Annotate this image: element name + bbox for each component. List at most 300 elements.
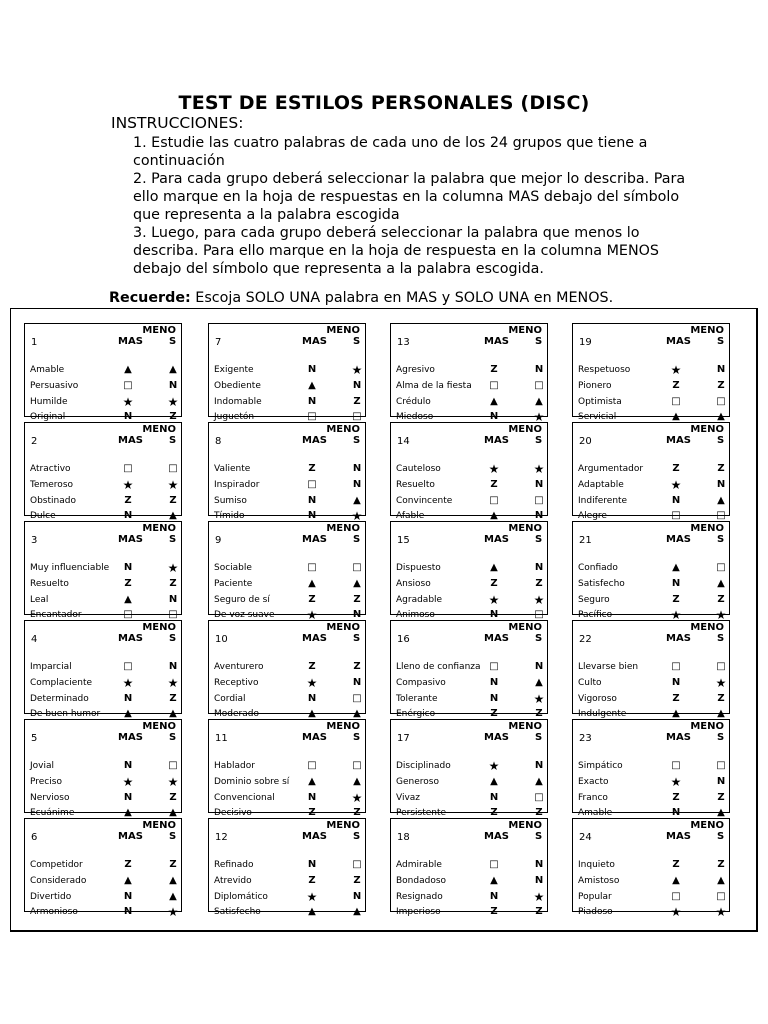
menos-symbol[interactable]: N	[168, 661, 178, 672]
mas-symbol[interactable]: ★	[306, 608, 318, 622]
mas-symbol[interactable]: ▲	[672, 875, 680, 886]
mas-symbol[interactable]: □	[307, 760, 317, 771]
group-13	[390, 323, 548, 424]
word-row	[573, 892, 729, 906]
menos-symbol[interactable]: □	[716, 760, 726, 771]
menos-header: MENO	[508, 820, 542, 831]
menos-symbol[interactable]: ▲	[717, 495, 725, 506]
word-label: Atrevido	[214, 876, 252, 886]
menos-symbol[interactable]: N	[534, 562, 544, 573]
word-row	[209, 694, 365, 708]
mas-symbol[interactable]: Z	[308, 463, 316, 474]
group-21	[572, 521, 730, 622]
mas-symbol[interactable]: □	[307, 562, 317, 573]
menos-symbol[interactable]: ★	[167, 905, 179, 919]
menos-header: MENO	[508, 523, 542, 534]
menos-symbol[interactable]: □	[168, 609, 178, 620]
menos-symbol[interactable]: ▲	[169, 875, 177, 886]
menos-header-suffix: S	[535, 336, 543, 347]
word-label: Temeroso	[30, 480, 74, 490]
mas-symbol[interactable]: N	[671, 807, 681, 818]
menos-symbol[interactable]: Z	[535, 578, 543, 589]
mas-symbol[interactable]: Z	[124, 495, 132, 506]
mas-symbol[interactable]: Z	[490, 807, 498, 818]
menos-symbol[interactable]: Z	[169, 792, 177, 803]
mas-symbol[interactable]: N	[123, 411, 133, 422]
mas-symbol[interactable]: □	[489, 495, 499, 506]
menos-symbol[interactable]: N	[534, 510, 544, 521]
group-number: 5	[31, 733, 38, 744]
menos-symbol[interactable]: ★	[533, 890, 545, 904]
menos-symbol[interactable]: □	[352, 411, 362, 422]
mas-symbol[interactable]: N	[489, 693, 499, 704]
menos-symbol[interactable]: Z	[717, 594, 725, 605]
mas-symbol[interactable]: ▲	[308, 578, 316, 589]
mas-symbol[interactable]: ▲	[308, 906, 316, 917]
menos-symbol[interactable]: Z	[717, 859, 725, 870]
group-number: 14	[397, 436, 410, 447]
mas-symbol[interactable]: N	[671, 578, 681, 589]
mas-symbol[interactable]: ▲	[308, 776, 316, 787]
mas-symbol[interactable]: ★	[488, 462, 500, 476]
word-label: Obediente	[214, 381, 261, 391]
mas-symbol[interactable]: N	[123, 562, 133, 573]
mas-symbol[interactable]: N	[489, 411, 499, 422]
word-label: Sociable	[214, 563, 252, 573]
mas-symbol[interactable]: Z	[490, 479, 498, 490]
word-label: Afable	[396, 511, 425, 521]
menos-symbol[interactable]: N	[716, 364, 726, 375]
menos-symbol[interactable]: ▲	[535, 677, 543, 688]
instruction-1: 1. Estudie las cuatro palabras de cada uno de los 24 grupos que tiene a continuación	[133, 135, 648, 169]
mas-symbol[interactable]: Z	[672, 594, 680, 605]
menos-symbol[interactable]: Z	[169, 578, 177, 589]
menos-symbol[interactable]: ▲	[353, 776, 361, 787]
mas-symbol[interactable]: ★	[488, 759, 500, 773]
word-label: Servicial	[578, 412, 617, 422]
menos-symbol[interactable]: N	[534, 661, 544, 672]
mas-symbol[interactable]: N	[489, 891, 499, 902]
menos-symbol[interactable]: □	[716, 562, 726, 573]
menos-symbol[interactable]: ★	[533, 692, 545, 706]
mas-header: MAS	[118, 534, 143, 545]
mas-symbol[interactable]: ▲	[490, 875, 498, 886]
mas-symbol[interactable]: ★	[122, 676, 134, 690]
mas-symbol[interactable]: ▲	[490, 510, 498, 521]
menos-symbol[interactable]: □	[534, 792, 544, 803]
mas-symbol[interactable]: Z	[490, 578, 498, 589]
word-label: Determinado	[30, 694, 89, 704]
word-label: Imparcial	[30, 662, 72, 672]
word-label: Amable	[578, 808, 613, 818]
word-row	[573, 595, 729, 609]
menos-header-suffix: S	[535, 831, 543, 842]
group-22	[572, 620, 730, 719]
mas-symbol[interactable]: Z	[308, 594, 316, 605]
mas-symbol[interactable]: □	[671, 760, 681, 771]
menos-symbol[interactable]: N	[168, 594, 178, 605]
word-row	[209, 464, 365, 478]
menos-symbol[interactable]: Z	[717, 693, 725, 704]
mas-symbol[interactable]: ▲	[124, 708, 132, 719]
mas-symbol[interactable]: N	[307, 364, 317, 375]
mas-symbol[interactable]: Z	[672, 859, 680, 870]
menos-symbol[interactable]: ★	[167, 775, 179, 789]
word-label: Inspirador	[214, 480, 260, 490]
menos-header-suffix: S	[169, 534, 177, 545]
word-row	[573, 480, 729, 494]
mas-symbol[interactable]: □	[489, 859, 499, 870]
menos-symbol[interactable]: ★	[533, 462, 545, 476]
menos-symbol[interactable]: Z	[353, 875, 361, 886]
menos-symbol[interactable]: □	[168, 463, 178, 474]
word-row	[25, 365, 181, 379]
word-label: Tímido	[214, 511, 245, 521]
mas-symbol[interactable]: Z	[672, 792, 680, 803]
menos-header-suffix: S	[535, 534, 543, 545]
menos-symbol[interactable]: N	[352, 479, 362, 490]
menos-symbol[interactable]: ★	[167, 395, 179, 409]
menos-symbol[interactable]: N	[534, 760, 544, 771]
mas-symbol[interactable]: N	[123, 792, 133, 803]
menos-symbol[interactable]: ▲	[717, 708, 725, 719]
menos-symbol[interactable]: N	[534, 479, 544, 490]
mas-symbol[interactable]: ★	[670, 905, 682, 919]
mas-header: MAS	[666, 732, 691, 743]
menos-symbol[interactable]: N	[352, 677, 362, 688]
word-label: Alma de la fiesta	[396, 381, 472, 391]
word-row	[573, 579, 729, 593]
menos-symbol[interactable]: Z	[169, 859, 177, 870]
menos-symbol[interactable]: Z	[717, 792, 725, 803]
word-label: Enérgico	[396, 709, 436, 719]
word-label: Agradable	[396, 595, 443, 605]
word-row	[209, 480, 365, 494]
word-row	[573, 777, 729, 791]
mas-symbol[interactable]: ▲	[672, 411, 680, 422]
menos-symbol[interactable]: ★	[167, 478, 179, 492]
mas-symbol[interactable]: Z	[490, 364, 498, 375]
menos-header-suffix: S	[717, 534, 725, 545]
mas-symbol[interactable]: ▲	[672, 562, 680, 573]
menos-symbol[interactable]: □	[716, 396, 726, 407]
menos-symbol[interactable]: ★	[167, 561, 179, 575]
mas-symbol[interactable]: □	[671, 510, 681, 521]
word-row	[391, 563, 547, 577]
word-label: Refinado	[214, 860, 254, 870]
word-label: Dispuesto	[396, 563, 441, 573]
menos-symbol[interactable]: Z	[535, 807, 543, 818]
mas-symbol[interactable]: ▲	[308, 380, 316, 391]
mas-symbol[interactable]: ★	[670, 775, 682, 789]
word-row	[209, 381, 365, 395]
menos-header-suffix: S	[353, 435, 361, 446]
mas-symbol[interactable]: N	[307, 792, 317, 803]
menos-header-suffix: S	[535, 435, 543, 446]
word-label: De buen humor	[30, 709, 101, 719]
group-11	[208, 719, 366, 818]
menos-symbol[interactable]: ▲	[169, 364, 177, 375]
mas-symbol[interactable]: Z	[308, 807, 316, 818]
word-label: Jovial	[30, 761, 55, 771]
mas-symbol[interactable]: ▲	[124, 594, 132, 605]
mas-symbol[interactable]: □	[307, 479, 317, 490]
menos-symbol[interactable]: Z	[169, 495, 177, 506]
menos-symbol[interactable]: Z	[169, 693, 177, 704]
mas-symbol[interactable]: □	[671, 661, 681, 672]
menos-symbol[interactable]: ▲	[717, 807, 725, 818]
word-label: Animoso	[396, 610, 435, 620]
mas-symbol[interactable]: N	[123, 906, 133, 917]
menos-header-suffix: S	[717, 435, 725, 446]
word-label: Diplomático	[214, 892, 268, 902]
group-18	[390, 818, 548, 917]
mas-header: MAS	[302, 534, 327, 545]
menos-header-suffix: S	[717, 831, 725, 842]
mas-symbol[interactable]: N	[489, 609, 499, 620]
word-row	[573, 876, 729, 890]
menos-symbol[interactable]: □	[534, 380, 544, 391]
group-number: 15	[397, 535, 410, 546]
mas-symbol[interactable]: N	[307, 859, 317, 870]
mas-symbol[interactable]: ★	[122, 775, 134, 789]
word-label: Culto	[578, 678, 602, 688]
word-row	[25, 662, 181, 676]
menos-symbol[interactable]: ★	[351, 791, 363, 805]
group-2	[24, 422, 182, 521]
menos-symbol[interactable]: ★	[351, 363, 363, 377]
word-label: Dominio sobre sí	[214, 777, 290, 787]
menos-symbol[interactable]: ★	[351, 509, 363, 523]
menos-symbol[interactable]: N	[352, 463, 362, 474]
word-label: De voz suave	[214, 610, 275, 620]
menos-symbol[interactable]: Z	[535, 906, 543, 917]
group-number: 17	[397, 733, 410, 744]
word-label: Admirable	[396, 860, 442, 870]
menos-symbol[interactable]: ★	[533, 410, 545, 424]
group-number: 4	[31, 634, 38, 645]
menos-symbol[interactable]: ▲	[169, 891, 177, 902]
menos-header-suffix: S	[169, 633, 177, 644]
word-label: Moderado	[214, 709, 259, 719]
menos-symbol[interactable]: ▲	[535, 776, 543, 787]
mas-symbol[interactable]: N	[307, 396, 317, 407]
group-6	[24, 818, 182, 919]
mas-symbol[interactable]: ▲	[308, 708, 316, 719]
group-8	[208, 422, 366, 523]
word-label: Exacto	[578, 777, 609, 787]
group-number: 20	[579, 436, 592, 447]
menos-symbol[interactable]: □	[716, 661, 726, 672]
menos-symbol[interactable]: ★	[715, 905, 727, 919]
menos-symbol[interactable]: N	[352, 891, 362, 902]
menos-symbol[interactable]: ▲	[353, 578, 361, 589]
group-14	[390, 422, 548, 521]
word-row	[391, 892, 547, 906]
mas-symbol[interactable]: ★	[306, 676, 318, 690]
menos-symbol[interactable]: ▲	[169, 807, 177, 818]
menos-symbol[interactable]: N	[534, 875, 544, 886]
word-row	[209, 579, 365, 593]
menos-symbol[interactable]: □	[352, 562, 362, 573]
mas-symbol[interactable]: □	[123, 609, 133, 620]
menos-symbol[interactable]: ▲	[717, 411, 725, 422]
mas-symbol[interactable]: ▲	[490, 562, 498, 573]
mas-symbol[interactable]: N	[489, 792, 499, 803]
menos-symbol[interactable]: N	[716, 479, 726, 490]
word-row	[209, 860, 365, 874]
group-12	[208, 818, 366, 917]
word-label: Agresivo	[396, 365, 435, 375]
menos-symbol[interactable]: □	[716, 510, 726, 521]
menos-symbol[interactable]: ▲	[535, 396, 543, 407]
group-15	[390, 521, 548, 620]
menos-symbol[interactable]: ★	[715, 676, 727, 690]
menos-symbol[interactable]: Z	[353, 594, 361, 605]
mas-symbol[interactable]: ▲	[124, 364, 132, 375]
menos-symbol[interactable]: N	[716, 776, 726, 787]
mas-symbol[interactable]: □	[671, 891, 681, 902]
menos-symbol[interactable]: Z	[717, 463, 725, 474]
menos-symbol[interactable]: □	[716, 891, 726, 902]
mas-symbol[interactable]: Z	[672, 693, 680, 704]
word-label: Indomable	[214, 397, 262, 407]
menos-symbol[interactable]: ▲	[169, 708, 177, 719]
word-row	[573, 761, 729, 775]
mas-header: MAS	[302, 732, 327, 743]
answer-grid	[10, 308, 758, 932]
mas-symbol[interactable]: N	[123, 760, 133, 771]
menos-header-suffix: S	[353, 633, 361, 644]
menos-symbol[interactable]: N	[534, 859, 544, 870]
word-label: Simpático	[578, 761, 623, 771]
menos-symbol[interactable]: ★	[715, 608, 727, 622]
menos-symbol[interactable]: □	[534, 495, 544, 506]
menos-symbol[interactable]: □	[168, 760, 178, 771]
menos-symbol[interactable]: ▲	[353, 708, 361, 719]
menos-symbol[interactable]: □	[352, 760, 362, 771]
menos-symbol[interactable]: □	[534, 609, 544, 620]
word-row	[391, 365, 547, 379]
mas-symbol[interactable]: Z	[308, 661, 316, 672]
mas-symbol[interactable]: ★	[670, 608, 682, 622]
mas-symbol[interactable]: Z	[672, 380, 680, 391]
mas-symbol[interactable]: N	[123, 693, 133, 704]
menos-symbol[interactable]: N	[352, 609, 362, 620]
menos-symbol[interactable]: ▲	[717, 875, 725, 886]
menos-symbol[interactable]: Z	[353, 661, 361, 672]
word-label: Miedoso	[396, 412, 434, 422]
mas-symbol[interactable]: □	[123, 380, 133, 391]
mas-symbol[interactable]: ▲	[490, 776, 498, 787]
mas-symbol[interactable]: Z	[490, 708, 498, 719]
word-label: Aventurero	[214, 662, 264, 672]
mas-symbol[interactable]: ★	[670, 363, 682, 377]
word-label: Generoso	[396, 777, 439, 787]
mas-symbol[interactable]: N	[307, 693, 317, 704]
instruction-3: 3. Luego, para cada grupo deberá seleccionar la palabra que menos lo describa. Para ello marque en la hoja de respuesta en la columna MENOS debajo del símbolo que representa a la palabra escogida.	[133, 225, 659, 277]
word-label: Juguetón	[214, 412, 255, 422]
menos-symbol[interactable]: Z	[717, 380, 725, 391]
mas-symbol[interactable]: Z	[124, 578, 132, 589]
menos-symbol[interactable]: Z	[353, 807, 361, 818]
group-number: 21	[579, 535, 592, 546]
menos-symbol[interactable]: ▲	[169, 510, 177, 521]
mas-symbol[interactable]: ★	[306, 890, 318, 904]
mas-symbol[interactable]: N	[307, 495, 317, 506]
word-row	[209, 397, 365, 411]
mas-symbol[interactable]: ★	[122, 395, 134, 409]
word-row	[573, 464, 729, 478]
mas-symbol[interactable]: □	[671, 396, 681, 407]
mas-header: MAS	[666, 831, 691, 842]
word-row	[25, 480, 181, 494]
mas-symbol[interactable]: □	[123, 661, 133, 672]
mas-symbol[interactable]: Z	[308, 875, 316, 886]
menos-symbol[interactable]: ▲	[353, 495, 361, 506]
word-label: Humilde	[30, 397, 68, 407]
word-label: Compasivo	[396, 678, 446, 688]
word-row	[573, 397, 729, 411]
mas-header: MAS	[484, 435, 509, 446]
mas-symbol[interactable]: □	[307, 411, 317, 422]
menos-symbol[interactable]: □	[352, 693, 362, 704]
mas-symbol[interactable]: Z	[124, 859, 132, 870]
word-row	[573, 678, 729, 692]
word-row	[391, 595, 547, 609]
mas-symbol[interactable]: N	[307, 510, 317, 521]
group-number: 6	[31, 832, 38, 843]
word-label: Obstinado	[30, 496, 76, 506]
mas-header: MAS	[302, 336, 327, 347]
mas-symbol[interactable]: ★	[488, 593, 500, 607]
mas-symbol[interactable]: N	[671, 677, 681, 688]
mas-symbol[interactable]: N	[671, 495, 681, 506]
word-label: Inquieto	[578, 860, 615, 870]
menos-symbol[interactable]: ▲	[353, 906, 361, 917]
mas-symbol[interactable]: Z	[672, 463, 680, 474]
menos-symbol[interactable]: Z	[535, 708, 543, 719]
word-row	[209, 777, 365, 791]
mas-symbol[interactable]: □	[123, 463, 133, 474]
mas-symbol[interactable]: ▲	[490, 396, 498, 407]
mas-symbol[interactable]: N	[123, 891, 133, 902]
menos-header: MENO	[690, 622, 724, 633]
menos-symbol[interactable]: N	[534, 364, 544, 375]
menos-symbol[interactable]: N	[168, 380, 178, 391]
mas-symbol[interactable]: ★	[670, 478, 682, 492]
menos-symbol[interactable]: ★	[533, 593, 545, 607]
mas-symbol[interactable]: ★	[122, 478, 134, 492]
menos-symbol[interactable]: ★	[167, 676, 179, 690]
menos-header: MENO	[142, 325, 176, 336]
mas-symbol[interactable]: □	[489, 661, 499, 672]
menos-symbol[interactable]: □	[352, 859, 362, 870]
menos-symbol[interactable]: ▲	[717, 578, 725, 589]
menos-symbol[interactable]: Z	[169, 411, 177, 422]
menos-symbol[interactable]: Z	[353, 396, 361, 407]
mas-symbol[interactable]: ▲	[124, 875, 132, 886]
mas-symbol[interactable]: N	[489, 677, 499, 688]
mas-symbol[interactable]: Z	[490, 906, 498, 917]
mas-symbol[interactable]: ▲	[672, 708, 680, 719]
word-row	[25, 595, 181, 609]
mas-symbol[interactable]: N	[123, 510, 133, 521]
menos-symbol[interactable]: N	[352, 380, 362, 391]
mas-symbol[interactable]: □	[489, 380, 499, 391]
word-row	[573, 907, 729, 921]
mas-symbol[interactable]: ▲	[124, 807, 132, 818]
